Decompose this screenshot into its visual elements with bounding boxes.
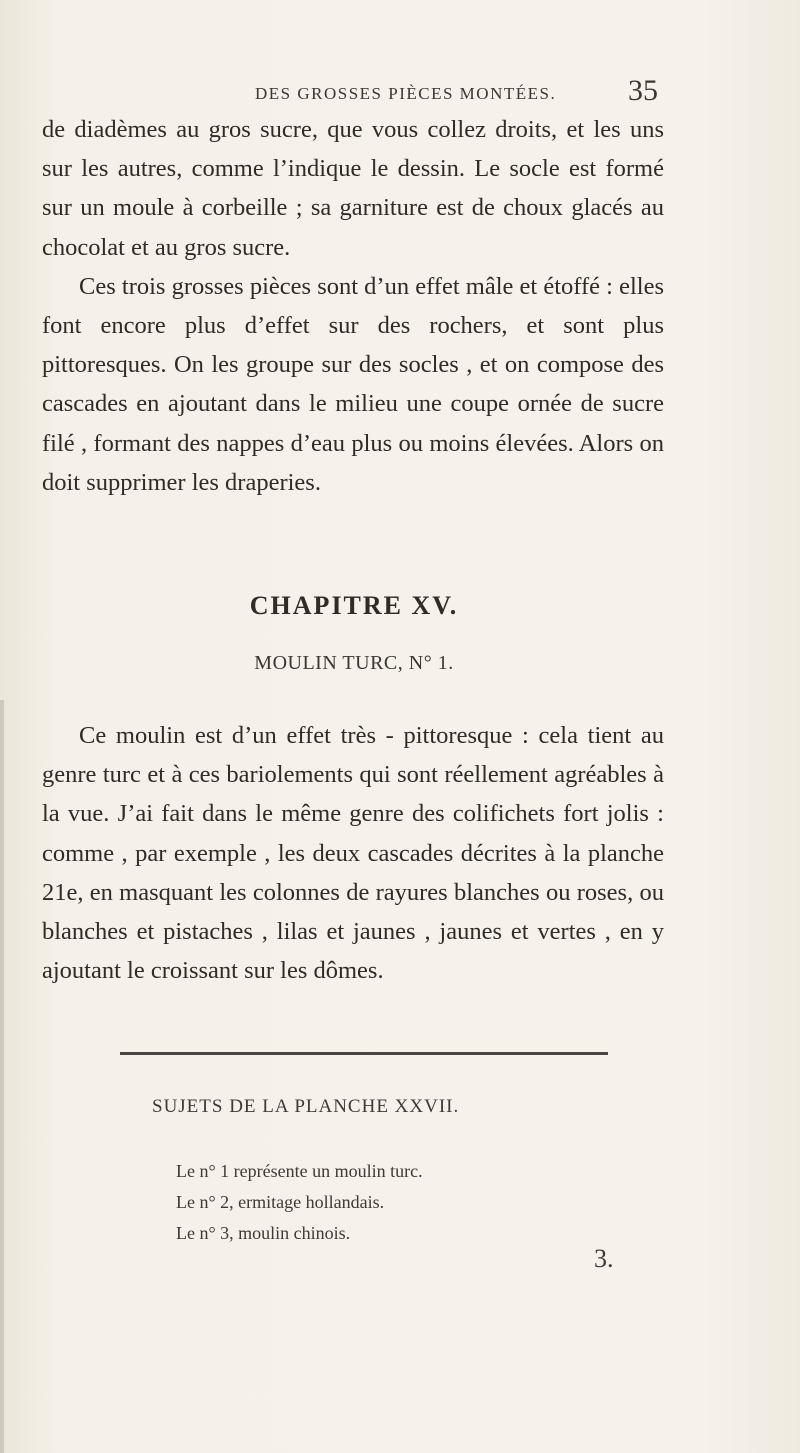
- plate-item-1: Le n° 1 représente un moulin turc.: [176, 1161, 423, 1181]
- paragraph-2: Ces trois grosses pièces sont d’un effet mâle et étoffé : elles font encore plus d’effet sur des rochers, et sont plus pittoresques. On les groupe sur des socles , et on compose des cascades en ajoutant dans le milieu une coupe ornée de sucre filé , formant des nappes d’eau plus ou moins élevées. Alors on doit supprimer les draperies.: [42, 272, 664, 496]
- paragraph-1: de diadèmes au gros sucre, que vous collez droits, et les uns sur les autres, comme l’indique le dessin. Le socle est formé sur un moule à corbeille ; sa garniture est de choux glacés au chocolat et au gros sucre.: [42, 116, 664, 261]
- plate-item-3: Le n° 3, moulin chinois.: [176, 1223, 351, 1243]
- chapter-subtitle: MOULIN TURC, N° 1.: [254, 652, 454, 674]
- body-text: [42, 110, 664, 502]
- plate-list: [176, 1156, 423, 1249]
- chapter-paragraph: Ce moulin est d’un effet très - pittoresque : cela tient au genre turc et à ces bariolements qui sont réellement agréables à la vue. J’ai fait dans le même genre des colifichets fort jolis : comme , par exemple , les deux cascades décrites à la planche 21e, en masquant les colonnes de rayures blanches ou roses, ou blanches et pistaches , lilas et jaunes , jaunes et vertes , en y ajoutant le croissant sur les dômes.: [42, 722, 664, 985]
- section-divider: [120, 1052, 608, 1055]
- page-number: 35: [628, 74, 658, 107]
- plate-item-2: Le n° 2, ermitage hollandais.: [176, 1192, 385, 1212]
- plate-title: SUJETS DE LA PLANCHE XXVII.: [152, 1096, 460, 1117]
- chapter-text: [42, 716, 664, 990]
- running-header: DES GROSSES PIÈCES MONTÉES.: [255, 84, 557, 103]
- signature-mark: 3.: [594, 1244, 614, 1273]
- chapter-title: CHAPITRE XV.: [249, 591, 459, 620]
- page-edge: [0, 700, 4, 1453]
